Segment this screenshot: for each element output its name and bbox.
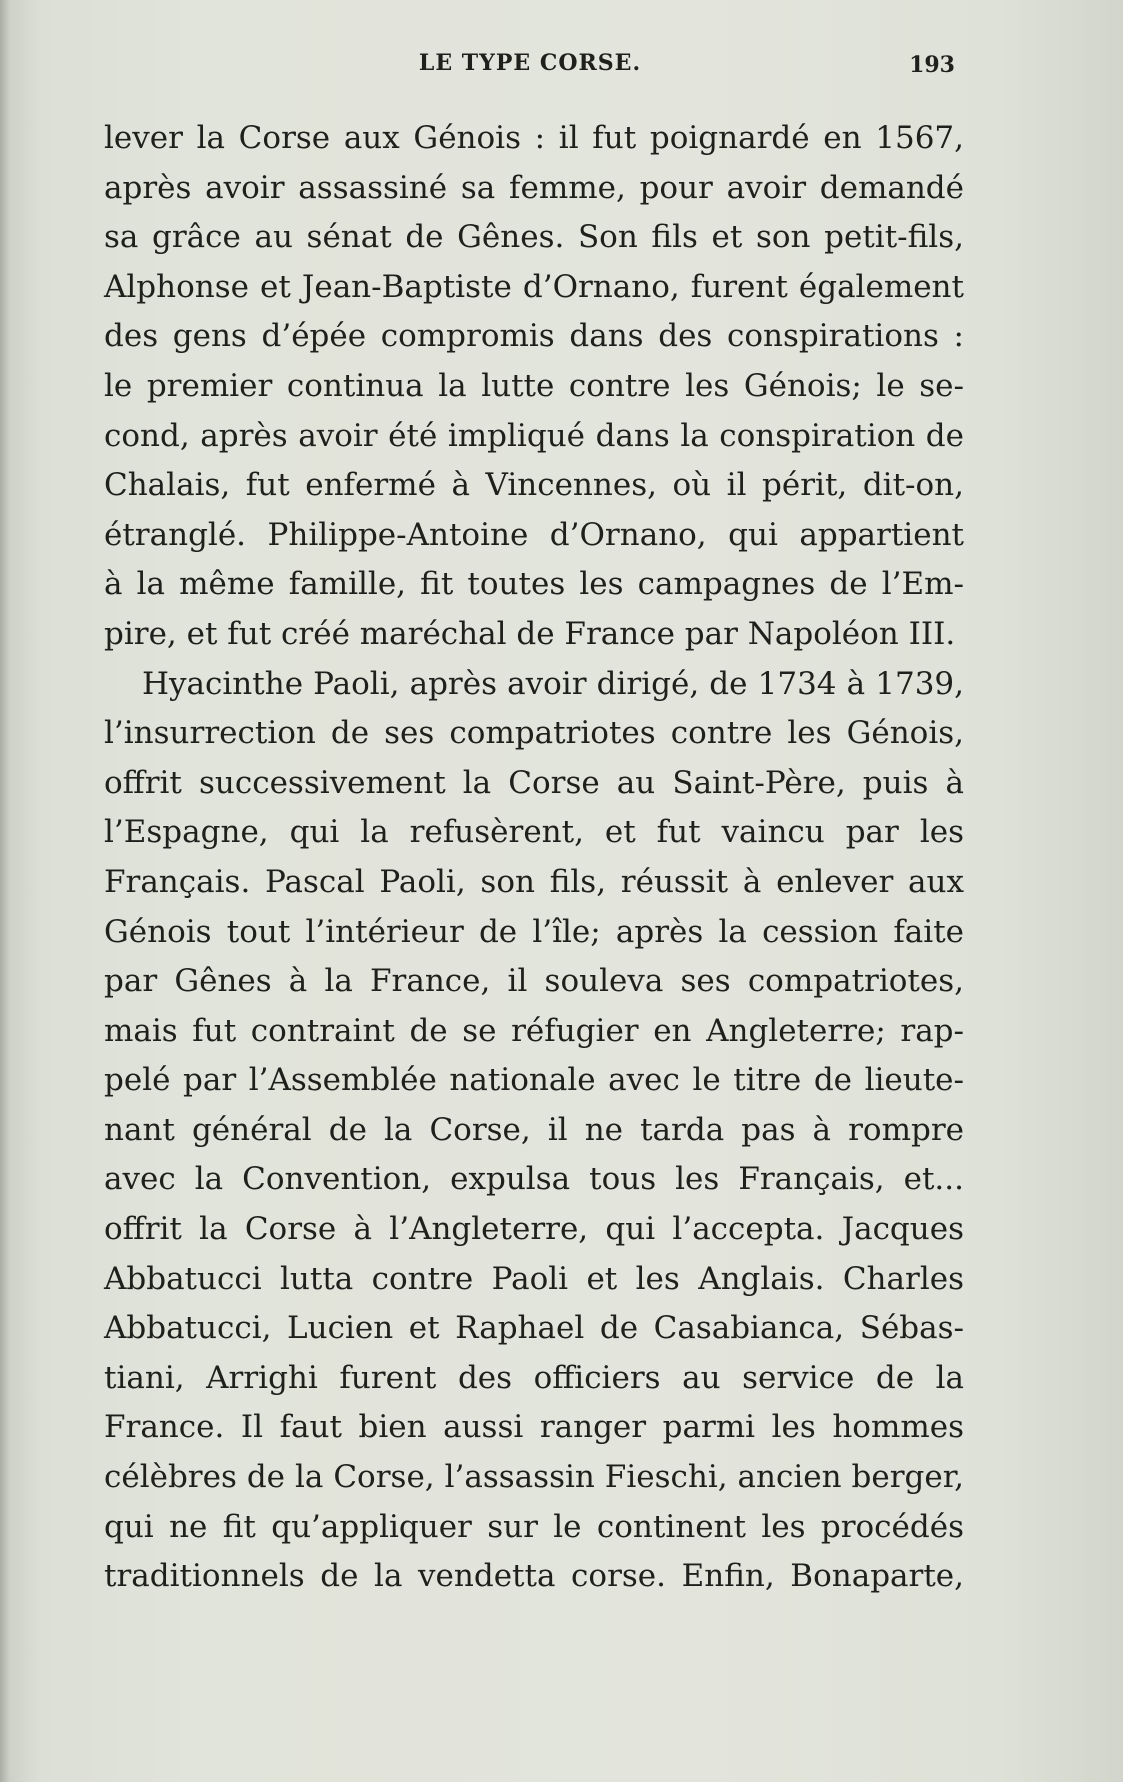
text-line: après avoir assassiné sa femme, pour avoir demandé	[104, 169, 964, 206]
text-line: qui ne fit qu’appliquer sur le continent les procédés	[104, 1508, 964, 1545]
text-line: France. Il faut bien aussi ranger parmi les hommes	[104, 1409, 964, 1446]
text-line: traditionnels de la vendetta corse. Enfin, Bonaparte,	[104, 1558, 964, 1595]
running-head	[105, 50, 955, 86]
page-number: 193	[909, 52, 955, 78]
text-line: étranglé. Philippe-Antoine d’Ornano, qui appartient	[104, 516, 964, 553]
text-line: pire, et fut créé maréchal de France par Napoléon III.	[104, 615, 956, 652]
text-line: des gens d’épée compromis dans des conspirations :	[104, 318, 964, 355]
text-line: Alphonse et Jean-Baptiste d’Ornano, furent également	[104, 268, 964, 305]
text-line: Abbatucci lutta contre Paoli et les Anglais. Charles	[104, 1260, 964, 1297]
text-line: célèbres de la Corse, l’assassin Fieschi, ancien berger,	[104, 1459, 964, 1496]
text-line: Chalais, fut enfermé à Vincennes, où il périt, dit-on,	[104, 467, 964, 504]
text-line: nant général de la Corse, il ne tarda pas à rompre	[104, 1111, 964, 1148]
text-line: avec la Convention, expulsa tous les Français, et...	[104, 1161, 964, 1198]
text-line: offrit successivement la Corse au Saint-Père, puis à	[104, 764, 964, 801]
text-line: mais fut contraint de se réfugier en Angleterre; rap-	[104, 1012, 964, 1049]
body-text	[104, 114, 964, 1602]
text-line: le premier continua la lutte contre les Génois; le se-	[104, 367, 964, 404]
text-line: lever la Corse aux Génois : il fut poignardé en 1567,	[104, 120, 964, 156]
running-title: LE TYPE CORSE.	[418, 50, 642, 76]
text-line: Hyacinthe Paoli, après avoir dirigé, de 1734 à 1739,	[142, 665, 964, 702]
text-line: Abbatucci, Lucien et Raphael de Casabianca, Sébas-	[104, 1310, 964, 1347]
text-line: par Gênes à la France, il souleva ses compatriotes,	[104, 963, 964, 1000]
text-line: Génois tout l’intérieur de l’île; après la cession faite	[104, 913, 964, 950]
text-line: l’insurrection de ses compatriotes contre les Génois,	[104, 715, 964, 752]
text-line: Français. Pascal Paoli, son fils, réussit à enlever aux	[104, 863, 964, 900]
text-line: l’Espagne, qui la refusèrent, et fut vaincu par les	[104, 814, 964, 851]
text-line: tiani, Arrighi furent des officiers au service de la	[104, 1359, 964, 1396]
text-line: pelé par l’Assemblée nationale avec le titre de lieute-	[104, 1062, 964, 1099]
text-line: sa grâce au sénat de Gênes. Son fils et son petit-fils,	[104, 219, 964, 256]
page-spine-shadow	[0, 0, 10, 1782]
text-line: cond, après avoir été impliqué dans la conspiration de	[104, 417, 964, 454]
text-line: offrit la Corse à l’Angleterre, qui l’accepta. Jacques	[104, 1211, 964, 1248]
text-line: à la même famille, fit toutes les campagnes de l’Em-	[104, 566, 964, 603]
